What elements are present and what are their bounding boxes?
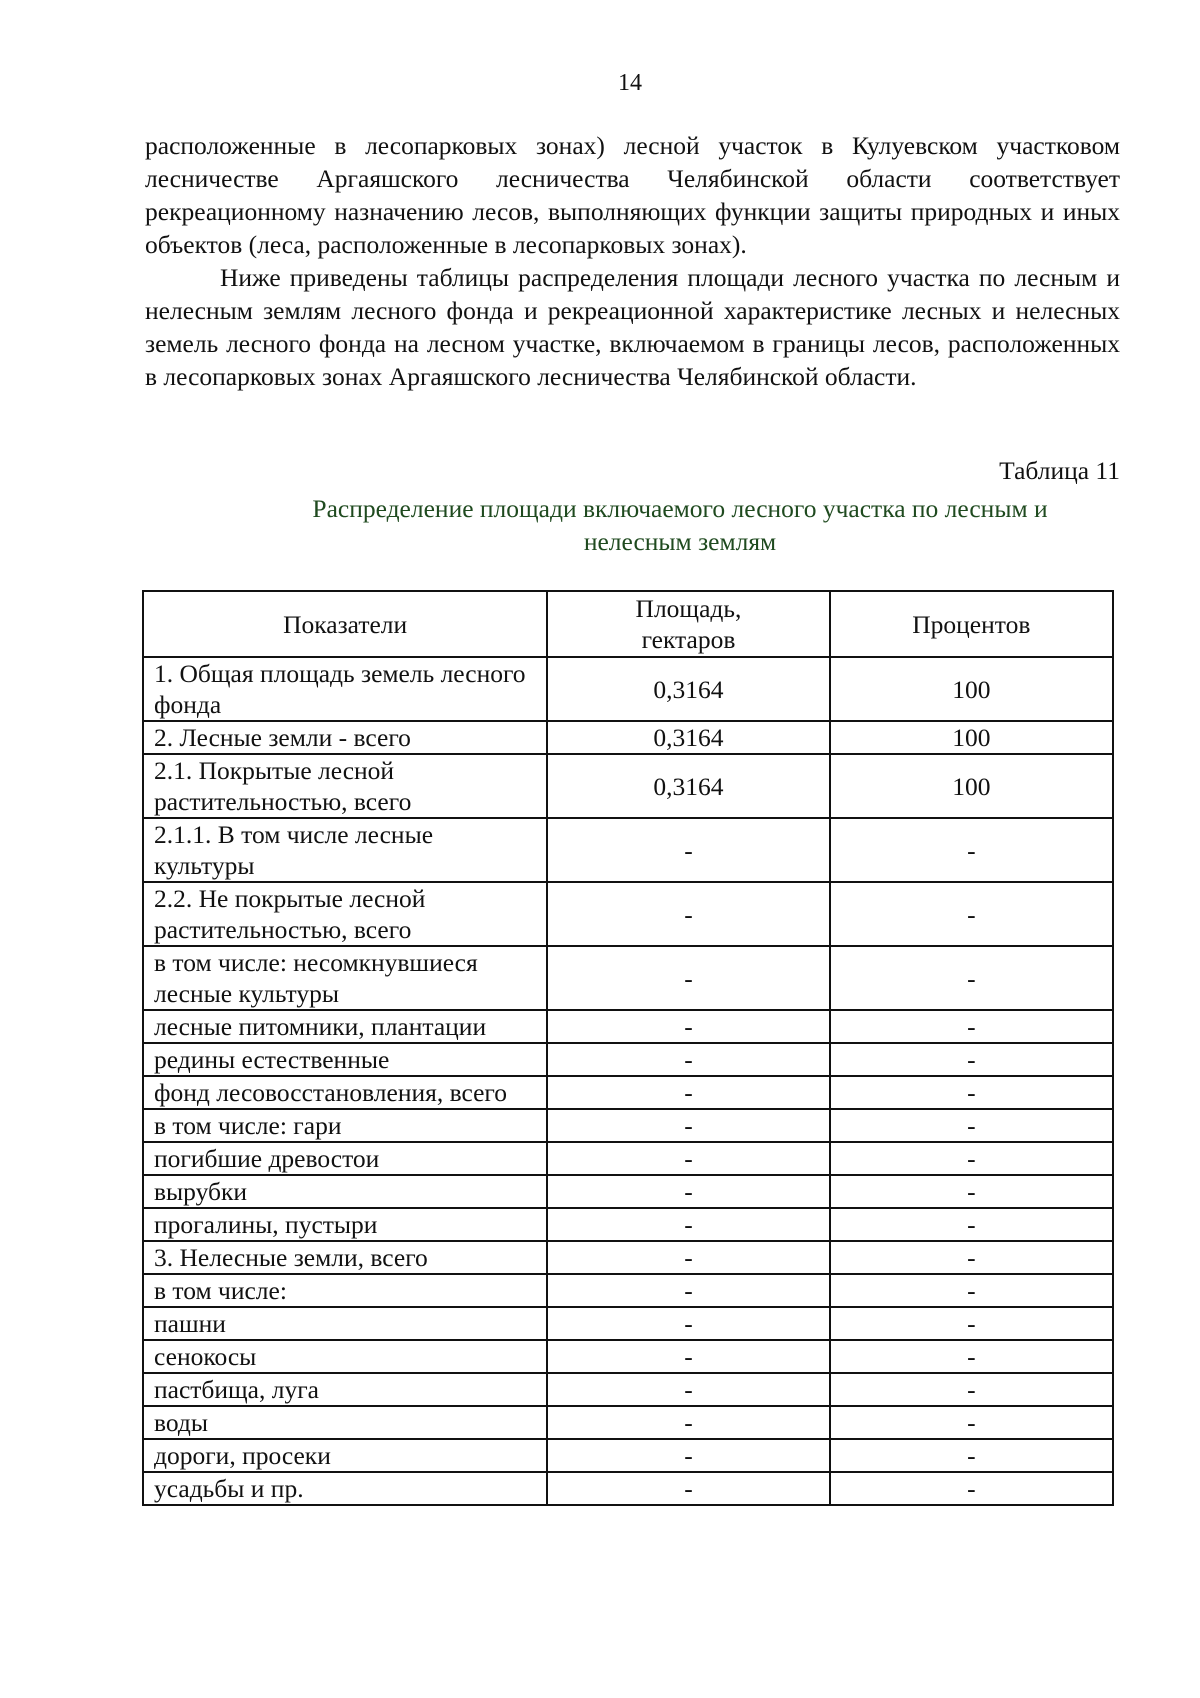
caption-line-2: нелесным землям [583, 527, 777, 556]
row-percent: - [830, 1241, 1113, 1274]
row-percent: - [830, 1406, 1113, 1439]
table-caption [240, 492, 1120, 558]
row-label: воды [143, 1406, 547, 1439]
row-area: - [547, 1208, 829, 1241]
row-percent: - [830, 1010, 1113, 1043]
row-label: сенокосы [143, 1340, 547, 1373]
table-row [143, 1043, 1113, 1076]
row-label: фонд лесовосстановления, всего [143, 1076, 547, 1109]
row-label: усадьбы и пр. [143, 1472, 547, 1505]
table-row [143, 1406, 1113, 1439]
table-row [143, 1175, 1113, 1208]
row-percent: 100 [830, 754, 1113, 818]
table-row [143, 1076, 1113, 1109]
row-label: пашни [143, 1307, 547, 1340]
row-label: в том числе: гари [143, 1109, 547, 1142]
row-label: 2. Лесные земли - всего [143, 721, 547, 754]
table-row [143, 1373, 1113, 1406]
row-label: в том числе: несомкнувшиеся лесные культуры [143, 946, 547, 1010]
row-label: пастбища, луга [143, 1373, 547, 1406]
row-percent: - [830, 1340, 1113, 1373]
paragraph-intro: Ниже приведены таблицы распределения площади лесного участка по лесным и нелесным землям лесного фонда и рекреационной характеристике лесных и нелесных земель лесного фонда на лесном участке, включаемом в границы лесов, расположенных в лесопарковых зонах Аргаяшского лесничества Челябинской области. [145, 263, 1120, 391]
table-row [143, 818, 1113, 882]
row-percent: - [830, 1142, 1113, 1175]
row-area: - [547, 818, 829, 882]
row-area: 0,3164 [547, 657, 829, 721]
row-area: - [547, 1076, 829, 1109]
row-area: - [547, 1307, 829, 1340]
table-label: Таблица 11 [999, 456, 1120, 485]
row-percent: - [830, 1076, 1113, 1109]
row-area: - [547, 1043, 829, 1076]
table-row [143, 1439, 1113, 1472]
row-area: - [547, 882, 829, 946]
row-area: - [547, 1010, 829, 1043]
table-row [143, 1472, 1113, 1505]
row-percent: - [830, 882, 1113, 946]
row-area: - [547, 1472, 829, 1505]
row-percent: - [830, 1274, 1113, 1307]
row-percent: - [830, 818, 1113, 882]
row-label: редины естественные [143, 1043, 547, 1076]
row-label: 1. Общая площадь земель лесного фонда [143, 657, 547, 721]
page-number: 14 [618, 70, 642, 96]
row-percent: - [830, 1373, 1113, 1406]
row-percent: - [830, 1472, 1113, 1505]
table-row [143, 1340, 1113, 1373]
table-row [143, 1142, 1113, 1175]
row-percent: 100 [830, 721, 1113, 754]
table-row [143, 1010, 1113, 1043]
row-area: - [547, 1439, 829, 1472]
table-row [143, 1208, 1113, 1241]
table-row [143, 657, 1113, 721]
table-row [143, 882, 1113, 946]
table-row [143, 754, 1113, 818]
table-body [143, 657, 1113, 1505]
row-area: - [547, 1175, 829, 1208]
row-percent: - [830, 1439, 1113, 1472]
row-area: - [547, 946, 829, 1010]
row-area: - [547, 1373, 829, 1406]
caption-line-1: Распределение площади включаемого лесного участка по лесным и [312, 494, 1048, 523]
header-area-line-1: Площадь, [635, 594, 742, 623]
header-indicators: Показатели [143, 591, 547, 657]
row-area: 0,3164 [547, 754, 829, 818]
row-label: погибшие древостои [143, 1142, 547, 1175]
table-row [143, 1109, 1113, 1142]
row-label: 3. Нелесные земли, всего [143, 1241, 547, 1274]
row-percent: - [830, 1208, 1113, 1241]
row-label: прогалины, пустыри [143, 1208, 547, 1241]
row-label: вырубки [143, 1175, 547, 1208]
header-area-line-2: гектаров [641, 625, 736, 654]
row-percent: - [830, 1175, 1113, 1208]
table-row [143, 721, 1113, 754]
land-distribution-table [142, 590, 1114, 1506]
row-area: 0,3164 [547, 721, 829, 754]
row-percent: 100 [830, 657, 1113, 721]
header-area [547, 591, 829, 657]
header-percent: Процентов [830, 591, 1113, 657]
row-area: - [547, 1109, 829, 1142]
row-label: лесные питомники, плантации [143, 1010, 547, 1043]
row-label: 2.2. Не покрытые лесной растительностью, всего [143, 882, 547, 946]
table-row [143, 946, 1113, 1010]
table-row [143, 1241, 1113, 1274]
row-area: - [547, 1274, 829, 1307]
row-label: 2.1.1. В том числе лесные культуры [143, 818, 547, 882]
row-label: дороги, просеки [143, 1439, 547, 1472]
row-area: - [547, 1241, 829, 1274]
row-label: в том числе: [143, 1274, 547, 1307]
row-label: 2.1. Покрытые лесной растительностью, всего [143, 754, 547, 818]
row-area: - [547, 1406, 829, 1439]
row-percent: - [830, 1307, 1113, 1340]
row-area: - [547, 1340, 829, 1373]
table-row [143, 1307, 1113, 1340]
row-percent: - [830, 1109, 1113, 1142]
body-text [145, 129, 1120, 393]
paragraph-continuation: расположенные в лесопарковых зонах) лесной участок в Кулуевском участковом лесничестве Аргаяшского лесничества Челябинской области соответствует рекреационному назначению лесов, выполняющих функции защиты природных и иных объектов (леса, расположенные в лесопарковых зонах). [145, 131, 1120, 259]
row-area: - [547, 1142, 829, 1175]
table-header-row [143, 591, 1113, 657]
row-percent: - [830, 1043, 1113, 1076]
row-percent: - [830, 946, 1113, 1010]
table-row [143, 1274, 1113, 1307]
